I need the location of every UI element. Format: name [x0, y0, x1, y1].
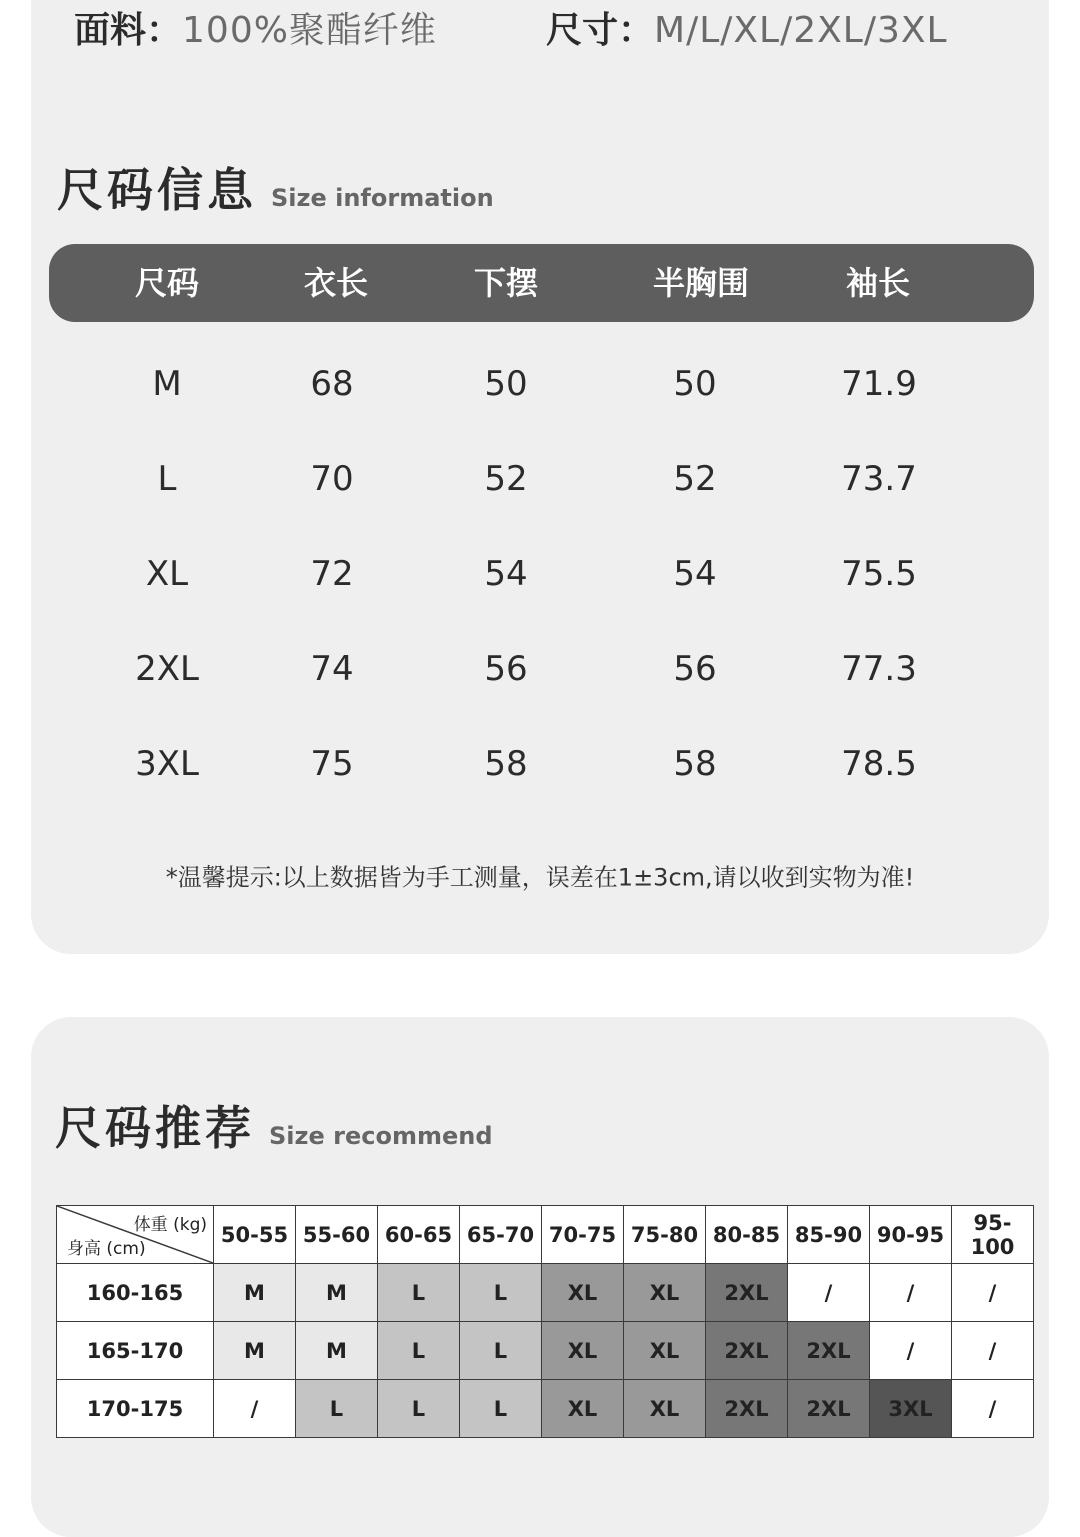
cell-chest: 54: [673, 554, 717, 594]
weight-range: 95-100: [952, 1206, 1034, 1264]
cell-sleeve: 71.9: [841, 364, 917, 404]
size-recommend-table: [56, 1205, 1034, 1438]
cell-hem: 58: [484, 744, 528, 784]
cell-size: 2XL: [135, 649, 199, 689]
weight-range: 80-85: [706, 1206, 788, 1264]
weight-range: 60-65: [378, 1206, 460, 1264]
cell-sleeve: 77.3: [841, 649, 917, 689]
cell-sleeve: 75.5: [841, 554, 917, 594]
recommend-cell: /: [870, 1264, 952, 1322]
recommend-cell: XL: [542, 1264, 624, 1322]
recommend-cell: XL: [542, 1322, 624, 1380]
weight-range: 75-80: [624, 1206, 706, 1264]
measurement-note: *温馨提示:以上数据皆为手工测量，误差在1±3cm,请以收到实物为准!: [165, 863, 915, 892]
height-axis-label: 身高 (cm): [67, 1239, 146, 1259]
header-chest: 半胸围: [652, 264, 750, 302]
recommend-cell: M: [296, 1322, 378, 1380]
header-length: 衣长: [303, 264, 369, 302]
weight-range: 55-60: [296, 1206, 378, 1264]
recommend-cell: L: [460, 1380, 542, 1438]
table-row: [57, 1264, 1034, 1322]
header-hem: 下摆: [473, 264, 539, 302]
recommend-cell: /: [788, 1264, 870, 1322]
cell-sleeve: 78.5: [841, 744, 917, 784]
weight-range: 90-95: [870, 1206, 952, 1264]
recommend-cell: 2XL: [788, 1380, 870, 1438]
height-range: 160-165: [57, 1264, 214, 1322]
recommend-cell: 2XL: [706, 1264, 788, 1322]
recommend-cell: L: [460, 1322, 542, 1380]
fabric-value: 100%聚酯纤维: [182, 10, 437, 51]
cell-length: 75: [310, 744, 354, 784]
cell-sleeve: 73.7: [841, 459, 917, 499]
size-recommend-title-en: Size recommend: [269, 1122, 493, 1150]
recommend-cell: L: [378, 1322, 460, 1380]
cell-hem: 50: [484, 364, 528, 404]
recommend-cell: /: [952, 1264, 1034, 1322]
weight-axis-label: 体重 (kg): [133, 1215, 207, 1235]
cell-length: 74: [310, 649, 354, 689]
size-info-title-en: Size information: [271, 184, 494, 212]
cell-chest: 50: [673, 364, 717, 404]
size-info-title-cn: 尺码信息: [57, 163, 257, 217]
size-label: 尺寸：: [546, 10, 655, 51]
recommend-cell: M: [214, 1264, 296, 1322]
recommend-cell: 2XL: [706, 1322, 788, 1380]
size-value: M/L/XL/2XL/3XL: [654, 10, 948, 51]
table-row: [57, 1322, 1034, 1380]
weight-range: 70-75: [542, 1206, 624, 1264]
recommend-cell: XL: [542, 1380, 624, 1438]
recommend-cell: M: [214, 1322, 296, 1380]
fabric-label: 面料：: [74, 10, 183, 51]
weight-header-row: [57, 1206, 1034, 1264]
fabric-spec: [74, 2, 437, 53]
recommend-cell: L: [460, 1264, 542, 1322]
size-info-title: [57, 154, 494, 220]
recommend-cell: 2XL: [706, 1380, 788, 1438]
size-recommend-title-cn: 尺码推荐: [55, 1101, 255, 1155]
cell-size: XL: [145, 554, 189, 594]
cell-size: 3XL: [135, 744, 199, 784]
recommend-cell: XL: [624, 1322, 706, 1380]
recommend-cell: L: [296, 1380, 378, 1438]
recommend-cell: /: [214, 1380, 296, 1438]
cell-chest: 58: [673, 744, 717, 784]
header-size: 尺码: [134, 264, 200, 302]
recommend-cell: 3XL: [870, 1380, 952, 1438]
size-spec: [546, 2, 948, 53]
cell-chest: 52: [673, 459, 717, 499]
recommend-cell: L: [378, 1264, 460, 1322]
recommend-cell: L: [378, 1380, 460, 1438]
height-range: 170-175: [57, 1380, 214, 1438]
cell-length: 70: [310, 459, 354, 499]
table-row: [57, 1380, 1034, 1438]
size-table-header: [49, 244, 1034, 322]
recommend-cell: /: [952, 1322, 1034, 1380]
weight-range: 65-70: [460, 1206, 542, 1264]
cell-chest: 56: [673, 649, 717, 689]
recommend-cell: XL: [624, 1380, 706, 1438]
cell-size: M: [152, 364, 182, 404]
cell-hem: 52: [484, 459, 528, 499]
weight-range: 50-55: [214, 1206, 296, 1264]
recommend-cell: M: [296, 1264, 378, 1322]
cell-hem: 56: [484, 649, 528, 689]
table-corner: [57, 1206, 214, 1264]
height-range: 165-170: [57, 1322, 214, 1380]
recommend-cell: /: [870, 1322, 952, 1380]
size-recommend-title: [55, 1092, 493, 1158]
recommend-cell: /: [952, 1380, 1034, 1438]
header-sleeve: 袖长: [845, 264, 911, 302]
cell-size: L: [157, 459, 177, 499]
cell-length: 72: [310, 554, 354, 594]
recommend-cell: XL: [624, 1264, 706, 1322]
weight-range: 85-90: [788, 1206, 870, 1264]
cell-hem: 54: [484, 554, 528, 594]
recommend-cell: 2XL: [788, 1322, 870, 1380]
cell-length: 68: [310, 364, 354, 404]
